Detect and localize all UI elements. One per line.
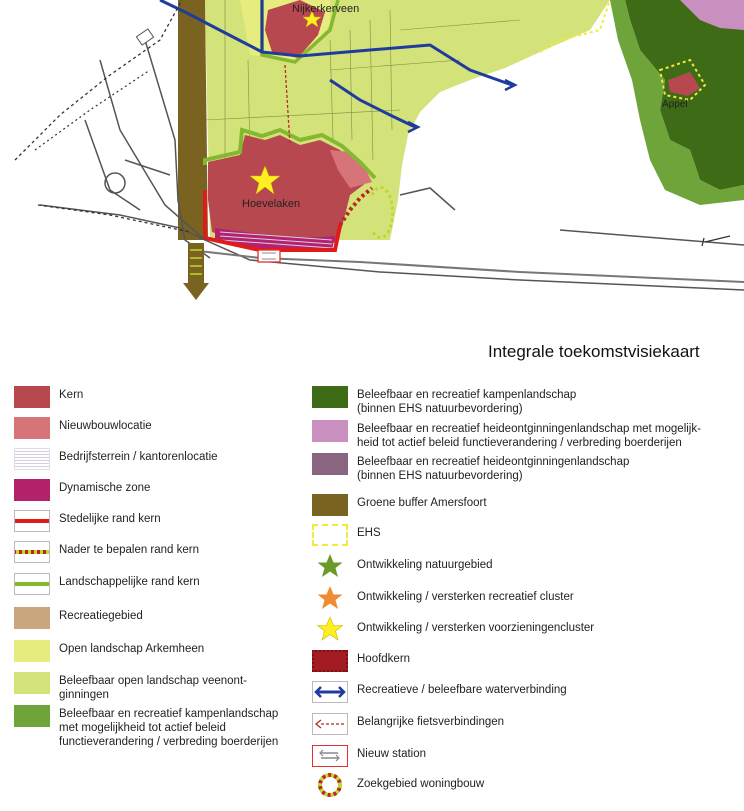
legend-item-dynamische-zone — [14, 479, 150, 501]
legend-label: Zoekgebied woningbouw — [357, 778, 485, 790]
legend-label: Beleefbaar en recreatief heideontginningenlandschap (binnen EHS natuurbevordering) — [357, 456, 630, 482]
dynamische-zone-swatch-icon — [14, 479, 50, 501]
recreatiegebied-swatch-icon — [14, 607, 50, 629]
legend-item-nader-te-bepalen — [14, 541, 199, 563]
legend-item-zoekgebied — [312, 775, 484, 797]
landschappelijke-rand-swatch-icon — [14, 573, 50, 595]
nieuwbouw-swatch-icon — [14, 417, 50, 439]
stedelijke-rand-swatch-icon — [14, 510, 50, 532]
legend-item-heideontginning-ehs — [312, 453, 629, 483]
kampenlandschap-swatch-icon — [14, 705, 50, 727]
label-nijkerkerveen: Nijkerkerveen — [292, 3, 360, 15]
legend-item-hoofdkern — [312, 650, 410, 672]
legend-item-ehs — [312, 524, 381, 546]
kampenlandschap-ehs-swatch-icon — [312, 386, 348, 408]
legend-label: Nieuw station — [357, 748, 427, 760]
legend-label: Dynamische zone — [59, 482, 151, 494]
waterverbinding-swatch-icon — [312, 681, 348, 703]
legend-label: Ontwikkeling / versterken voorzieningencluster — [357, 622, 595, 634]
map-svg — [0, 0, 744, 320]
legend-item-heideontginning — [312, 420, 701, 450]
legend-label: Ontwikkeling / versterken recreatief cluster — [357, 591, 574, 603]
legend-label: Kern — [59, 389, 84, 401]
open-landschap-swatch-icon — [14, 640, 50, 662]
legend-item-groene-buffer — [312, 494, 487, 516]
legend-item-waterverbinding — [312, 681, 567, 703]
heideontginning-ehs-swatch-icon — [312, 453, 348, 475]
green-star-icon — [312, 556, 348, 578]
legend-item-open-landschap — [14, 640, 204, 662]
legend-label: Beleefbaar en recreatief kampenlandschap (binnen EHS natuurbevordering) — [357, 389, 577, 415]
legend-label: Hoofdkern — [357, 653, 411, 665]
legend-item-fietsverbindingen — [312, 713, 504, 735]
legend-label: Nieuwbouwlocatie — [59, 420, 152, 432]
heideontginning-swatch-icon — [312, 420, 348, 442]
legend-title: Integrale toekomstvisiekaart — [488, 342, 700, 361]
legend-label: Open landschap Arkemheen — [59, 643, 205, 655]
legend-item-nieuwbouwlocatie — [14, 417, 152, 439]
kern-swatch-icon — [14, 386, 50, 408]
map-area — [0, 0, 744, 320]
groene-buffer-swatch-icon — [312, 494, 348, 516]
legend-item-voorzieningencluster — [312, 619, 594, 641]
legend-label: Stedelijke rand kern — [59, 513, 161, 525]
legend-item-nieuw-station — [312, 745, 426, 767]
legend-item-kampenlandschap-ehs — [312, 386, 576, 416]
legend-label: Landschappelijke rand kern — [59, 576, 200, 588]
legend-label: Beleefbaar en recreatief kampenlandschap met mogelijkheid tot actief beleid functieverandering / verbreding boerderijen — [59, 708, 279, 748]
legend-label: Beleefbaar en recreatief heideontginningenlandschap met mogelijk- heid tot actief beleid functieverandering / verbreding boerderijen — [357, 423, 701, 449]
legend-label: Beleefbaar open landschap veenont- ginningen — [59, 675, 247, 701]
legend-label: EHS — [357, 527, 381, 539]
fietsverbinding-swatch-icon — [312, 713, 348, 735]
veenontginningen-swatch-icon — [14, 672, 50, 694]
bedrijfsterrein-swatch-icon — [14, 448, 50, 470]
legend-item-kampenlandschap — [14, 705, 278, 749]
label-hoevelaken: Hoevelaken — [242, 198, 301, 210]
legend-item-stedelijke-rand — [14, 510, 161, 532]
hoofdkern-swatch-icon — [312, 650, 348, 672]
nader-rand-swatch-icon — [14, 541, 50, 563]
legend-label: Belangrijke fietsverbindingen — [357, 716, 505, 728]
legend-label: Groene buffer Amersfoort — [357, 497, 487, 509]
legend-item-ontwikkeling-natuur — [312, 556, 493, 578]
zoekgebied-swatch-icon — [312, 775, 348, 797]
station-swatch-icon — [312, 745, 348, 767]
ehs-swatch-icon — [312, 524, 348, 546]
legend-item-recreatief-cluster — [312, 588, 574, 610]
station-icon — [258, 250, 280, 262]
legend-item-bedrijfsterrein — [14, 448, 218, 470]
label-appel: Appel — [662, 99, 688, 110]
legend-label: Bedrijfsterrein / kantorenlocatie — [59, 451, 218, 463]
legend-label: Recreatieve / beleefbare waterverbinding — [357, 684, 567, 696]
legend-label: Ontwikkeling natuurgebied — [357, 559, 493, 571]
legend-item-kern — [14, 386, 83, 408]
orange-star-icon — [312, 588, 348, 610]
legend-item-landschappelijke-rand — [14, 573, 200, 595]
legend-item-veenontginningen — [14, 672, 247, 702]
yellow-star-icon — [312, 619, 348, 641]
legend-label: Nader te bepalen rand kern — [59, 544, 200, 556]
legend-item-recreatiegebied — [14, 607, 143, 629]
legend-label: Recreatiegebied — [59, 610, 143, 622]
